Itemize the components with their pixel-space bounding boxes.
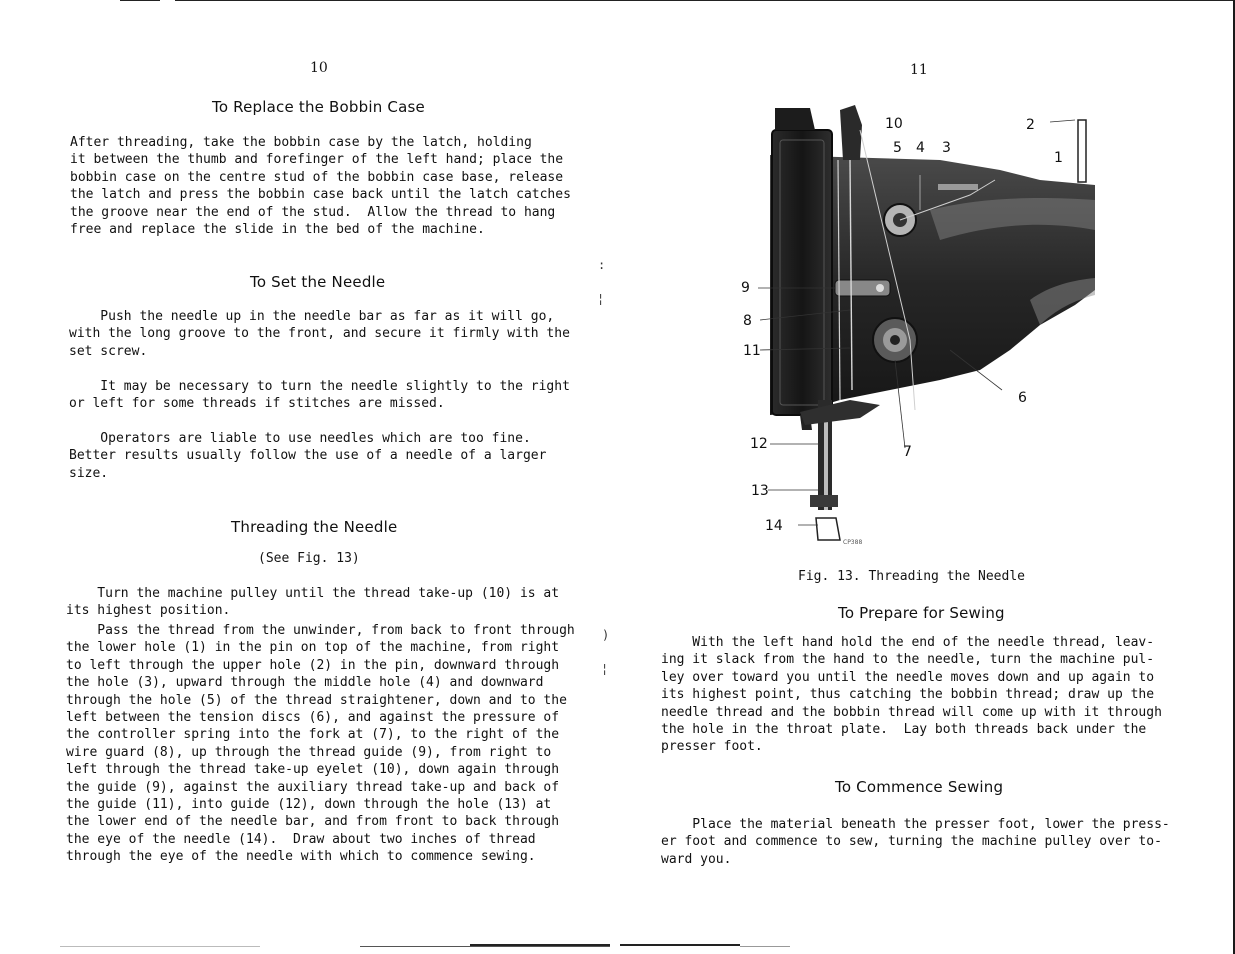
callout-6: 6 (1018, 390, 1027, 406)
callout-9: 9 (741, 280, 750, 296)
callout-7: 7 (903, 444, 912, 460)
page-number-right: 11 (910, 62, 928, 78)
plate-code: CP388 (843, 539, 863, 546)
paragraph-replace-bobbin-case: After threading, take the bobbin case by the latch, holding it between the thumb and forefinger of the left hand; place the bobbin case on the centre stud of the bobbin case base, release the latch and press the bobbin case back until the latch catches the groove near the end of the stud. Allow the thread to hang free and replace the slide in the bed of the machine. (70, 135, 571, 238)
callout-5: 5 (893, 140, 902, 156)
heading-prepare-sewing: To Prepare for Sewing (838, 604, 1005, 622)
callout-1: 1 (1054, 150, 1063, 166)
callout-11: 11 (743, 343, 761, 359)
callout-12: 12 (750, 436, 768, 452)
scan-bottom-edge (0, 938, 1235, 952)
gutter-speck: ¦ (601, 662, 609, 676)
page-number-left: 10 (310, 60, 328, 76)
heading-set-needle: To Set the Needle (250, 273, 386, 291)
callout-10: 10 (885, 116, 903, 132)
heading-threading-needle: Threading the Needle (231, 518, 398, 536)
paragraph-threading-1: Turn the machine pulley until the thread take-up (10) is at its highest position. (66, 586, 560, 619)
figure-13-threading-photo (740, 100, 1100, 550)
callout-2: 2 (1026, 117, 1035, 133)
heading-replace-bobbin-case: To Replace the Bobbin Case (212, 98, 425, 116)
figure-caption: Fig. 13. Threading the Needle (798, 569, 1025, 584)
callout-13: 13 (751, 483, 769, 499)
callout-8: 8 (743, 313, 752, 329)
heading-commence-sewing: To Commence Sewing (835, 778, 1004, 796)
sewing-machine-head-illustration (740, 100, 1100, 550)
scan-top-edge (0, 0, 1235, 2)
gutter-speck: : (598, 258, 606, 272)
see-figure-note: (See Fig. 13) (258, 551, 360, 566)
paragraph-commence-sewing: Place the material beneath the presser foot, lower the press- er foot and commence to sew, turning the machine pulley over to- ward you. (661, 817, 1170, 867)
paragraph-set-needle-1: Push the needle up in the needle bar as far as it will go, with the long groove to the front, and secure it firmly with the set screw. (69, 309, 570, 359)
paragraph-set-needle-3: Operators are liable to use needles which are too fine. Better results usually follow the use of a needle of a larger size. (69, 431, 547, 481)
callout-14: 14 (765, 518, 783, 534)
paragraph-prepare-sewing: With the left hand hold the end of the needle thread, leav- ing it slack from the hand to the needle, turn the machine pul- ley over toward you until the needle moves down and up again to its highest point, thus catching the bobbin thread; draw up the needle thread and the bobbin thread will come up with it through the hole in the throat plate. Lay both threads back under the presser foot. (661, 635, 1162, 755)
callout-3: 3 (942, 140, 951, 156)
paragraph-set-needle-2: It may be necessary to turn the needle slightly to the right or left for some threads if stitches are missed. (69, 379, 570, 412)
paragraph-threading-2: Pass the thread from the unwinder, from back to front through the lower hole (1) in the pin on top of the machine, from right to left through the upper hole (2) in the pin, downward through the hole (3), upward through the middle hole (4) and downward through the hole (5) of the thread straightener, down and to the left between the tension discs (6), and against the pressure of the controller spring into the fork at (7), to the right of the wire guard (8), up through the thread guide (9), from right to left through the thread take-up eyelet (10), down again through the guide (9), against the auxiliary thread take-up and back of the guide (11), into guide (12), down through the hole (13) at the lower end of the needle bar, and from front to back through the eye of the needle (14). Draw about two inches of thread through the eye of the needle with which to commence sewing. (66, 623, 575, 865)
gutter-speck: ¦ (597, 292, 605, 306)
callout-4: 4 (916, 140, 925, 156)
gutter-speck: ) (602, 628, 610, 642)
